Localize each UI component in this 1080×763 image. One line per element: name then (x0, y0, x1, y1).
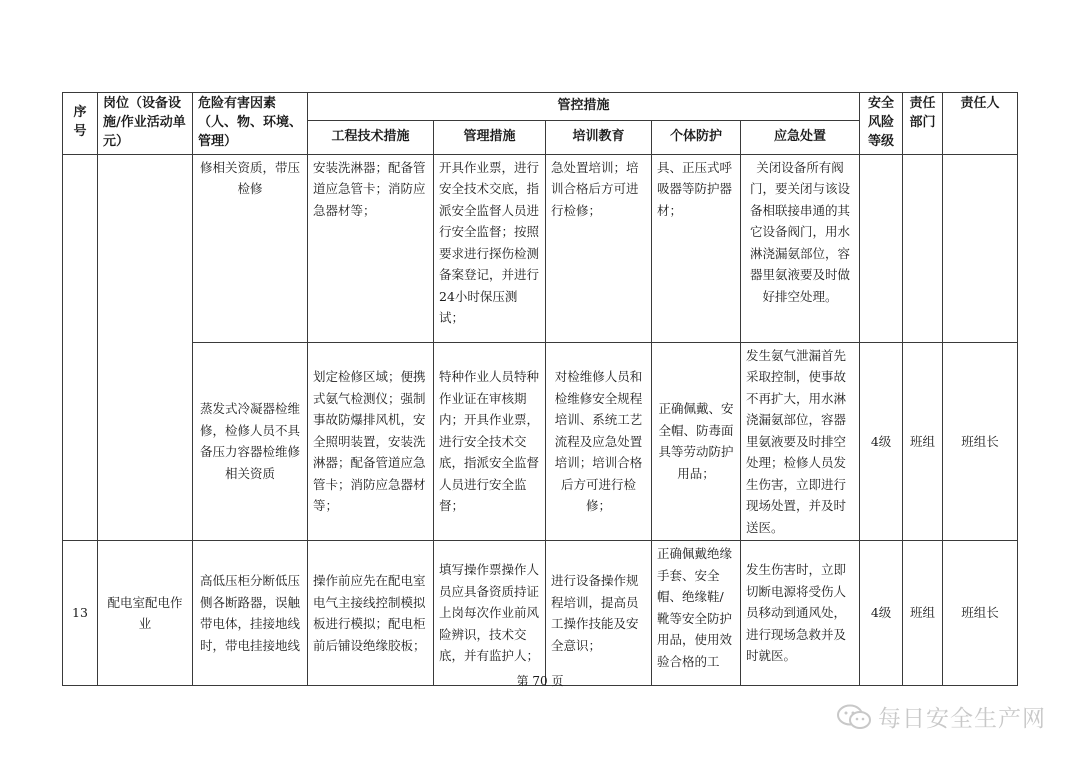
table-row (63, 342, 1018, 541)
engineering-cell: 安装洗淋器；配备管道应急管卡；消防应急器材等； (308, 154, 434, 342)
watermark (836, 700, 1046, 733)
header-seq: 序号 (63, 93, 98, 155)
person-cell: 班组长 (943, 342, 1018, 541)
seq-cell (63, 154, 98, 541)
risk-level-cell: 4级 (860, 342, 903, 541)
position-cell (98, 154, 193, 541)
wechat-icon (836, 703, 872, 731)
management-cell: 特种作业人员特种作业证在审核期内；开具作业票，进行安全技术交底，指派安全监督人员进行安全监督； (434, 342, 546, 541)
management-cell: 开具作业票，进行安全技术交底，指派安全监督人员进行安全监督；按照要求进行探伤检测备案登记，并进行24小时保压测试； (434, 154, 546, 342)
training-cell: 进行设备操作规程培训，提高员工操作技能及安全意识； (546, 541, 652, 686)
header-dept: 责任部门 (903, 93, 943, 155)
header-row-1 (63, 93, 1018, 121)
header-training: 培训教育 (546, 120, 652, 154)
hazard-cell: 高低压柜分断低压侧各断路器，误触带电体，挂接地线时，带电挂接地线 (193, 541, 308, 686)
emergency-cell: 发生伤害时，立即切断电源将受伤人员移动到通风处，进行现场急救并及时就医。 (741, 541, 860, 686)
training-cell: 急处置培训；培训合格后方可进行检修； (546, 154, 652, 342)
header-personal: 个体防护 (652, 120, 741, 154)
hazard-cell: 修相关资质，带压检修 (193, 154, 308, 342)
header-emergency: 应急处置 (741, 120, 860, 154)
seq-cell: 13 (63, 541, 98, 686)
personal-cell: 正确佩戴、安全帽、防毒面具等劳动防护用品； (652, 342, 741, 541)
page-number: 第 70 页 (516, 674, 564, 688)
header-management: 管理措施 (434, 120, 546, 154)
engineering-cell: 划定检修区域；便携式氨气检测仪；强制事故防爆排风机，安全照明装置，安装洗淋器；配备管道应急管卡；消防应急器材等； (308, 342, 434, 541)
dept-cell: 班组 (903, 541, 943, 686)
risk-level-cell: 4级 (860, 541, 903, 686)
personal-cell-text: 正确佩戴绝缘手套、安全帽、绝缘鞋/靴等安全防护用品，使用效验合格的工 (657, 546, 733, 669)
dept-cell (903, 154, 943, 342)
risk-control-table (62, 92, 1018, 686)
header-measures: 管控措施 (308, 93, 860, 121)
hazard-cell: 蒸发式冷凝器检维修，检修人员不具备压力容器检维修相关资质 (193, 342, 308, 541)
person-cell (943, 154, 1018, 342)
person-cell: 班组长 (943, 541, 1018, 686)
header-hazard: 危险有害因素（人、物、环境、管理） (193, 93, 308, 155)
dept-cell: 班组 (903, 342, 943, 541)
engineering-cell: 操作前应先在配电室电气主接线控制模拟板进行模拟；配电柜前后铺设绝缘胶板； (308, 541, 434, 686)
management-cell: 填写操作票操作人员应具备资质持证上岗每次作业前风险辨识，技术交底，并有监护人； (434, 541, 546, 686)
header-risk-level: 安全风险等级 (860, 93, 903, 155)
risk-level-cell (860, 154, 903, 342)
header-position: 岗位（设备设施/作业活动单元） (98, 93, 193, 155)
personal-cell (652, 541, 741, 686)
header-engineering: 工程技术措施 (308, 120, 434, 154)
watermark-text: 每日安全生产网 (878, 706, 1046, 732)
header-person: 责任人 (943, 93, 1018, 155)
table-row (63, 541, 1018, 686)
emergency-cell: 发生氨气泄漏首先采取控制，使事故不再扩大，用水淋浇漏氨部位，容器里氨液要及时排空处理；检修人员发生伤害，立即进行现场处置，并及时送医。 (741, 342, 860, 541)
personal-cell: 具、正压式呼吸器等防护器材； (652, 154, 741, 342)
emergency-cell: 关闭设备所有阀门，要关闭与该设备相联接串通的其它设备阀门，用水淋浇漏氨部位，容器里氨液要及时做好排空处理。 (741, 154, 860, 342)
position-cell: 配电室配电作业 (98, 541, 193, 686)
training-cell: 对检维修人员和检维修安全规程培训、系统工艺流程及应急处置培训；培训合格后方可进行检修； (546, 342, 652, 541)
table-row (63, 154, 1018, 342)
